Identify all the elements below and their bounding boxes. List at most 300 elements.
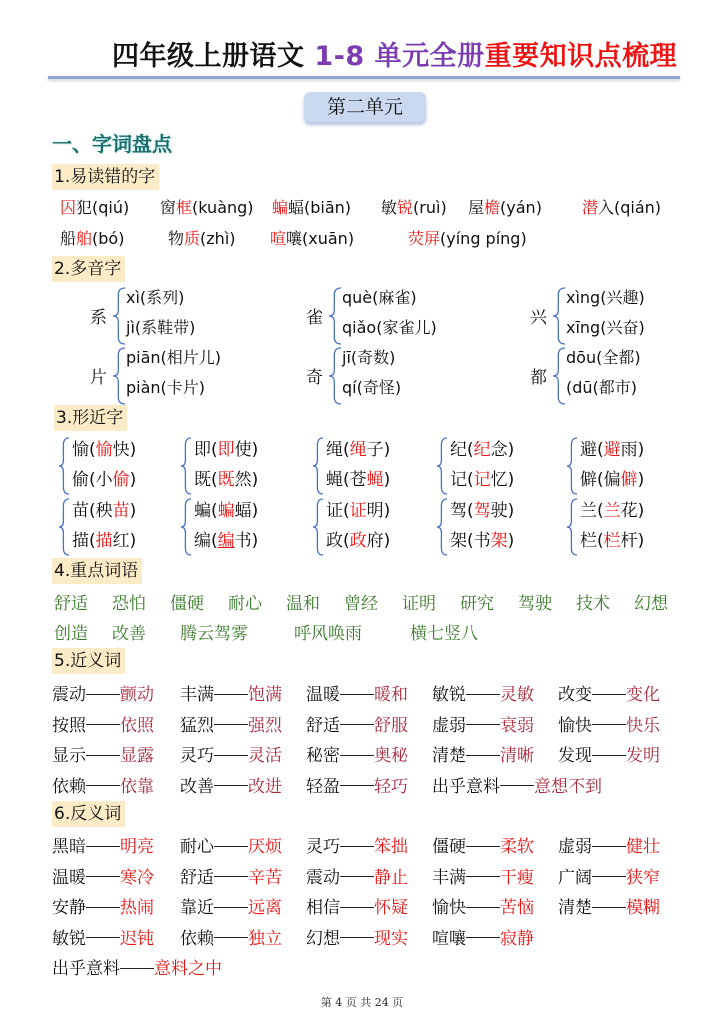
reading-2: xīng(兴奋) (566, 318, 645, 337)
reading-1: xì(系列) (126, 288, 185, 307)
reading-2: (dū(都市) (566, 378, 638, 397)
highlight-char: 政 (349, 531, 367, 551)
base-char: 偷(小 (72, 470, 113, 490)
similar-char-row (450, 526, 514, 551)
word: 舒适 (306, 715, 340, 736)
highlight-char: 记 (473, 470, 491, 490)
word-rest: 府) (366, 531, 391, 551)
similar-char-row (326, 435, 390, 460)
reading-2: piàn(卡片) (126, 378, 206, 397)
unit-badge: 第二单元 (304, 92, 426, 122)
word-char: 船 (60, 229, 77, 248)
base-char: 驾( (450, 501, 474, 521)
related-word: 静止 (374, 867, 408, 888)
word: 出乎意料 (432, 776, 500, 797)
subheading-polyphone: 2.多音字 (52, 256, 125, 282)
related-word: 暖和 (374, 685, 408, 705)
page-footer: 第 4 页 共 24 页 (320, 996, 404, 1009)
dash-divider (120, 968, 154, 969)
dash-divider (86, 907, 120, 908)
base-char: 避( (580, 440, 604, 460)
dash-divider (340, 907, 374, 908)
keyword: 舒适 (54, 594, 88, 614)
dash-divider (86, 785, 120, 786)
word-rest: 使) (234, 440, 259, 460)
related-word: 改进 (248, 776, 282, 797)
highlight-char: 既 (217, 470, 235, 490)
similar-char-row (194, 435, 258, 460)
word-rest: 忆) (490, 470, 515, 490)
synonym-pair (306, 680, 408, 705)
highlight-char: 僻 (620, 470, 638, 490)
antonym-pair (558, 863, 660, 888)
antonym-pair (52, 893, 154, 918)
title-divider (48, 76, 680, 79)
dash-divider (466, 876, 500, 877)
word-char: 物 (168, 229, 185, 248)
antonym-pair (52, 954, 222, 979)
misread-word (468, 195, 542, 218)
word: 猛烈 (180, 715, 214, 736)
highlight-char: 证 (349, 501, 367, 521)
base-char: 愉( (72, 440, 96, 460)
similar-char-row (194, 465, 258, 490)
highlight-char: 愉 (95, 440, 113, 460)
polyphone-char: 系 (90, 308, 107, 328)
misread-word (60, 226, 124, 249)
highlight-char: 蝇 (366, 470, 384, 490)
synonym-pair (180, 711, 282, 736)
dash-divider (214, 876, 248, 877)
related-word: 变化 (626, 685, 660, 705)
word: 秘密 (306, 746, 340, 766)
related-word: 笨拙 (374, 837, 408, 857)
related-word: 干瘦 (500, 867, 534, 888)
base-char: 编( (194, 531, 218, 551)
brace-icon (312, 498, 324, 556)
synonym-pair (180, 680, 282, 705)
antonym-pair (306, 863, 408, 888)
related-word: 依靠 (120, 776, 154, 797)
word: 震动 (306, 867, 340, 888)
keyword: 耐心 (228, 594, 262, 614)
word: 清楚 (558, 898, 592, 918)
related-word: 灵敏 (500, 685, 534, 705)
synonym-pair (432, 680, 534, 705)
word: 轻盈 (306, 776, 340, 797)
dash-divider (592, 755, 626, 756)
synonym-pair (558, 711, 660, 736)
antonym-pair (52, 832, 154, 857)
polyphone-char: 片 (90, 368, 107, 388)
similar-char-row (580, 465, 644, 490)
dash-divider (214, 694, 248, 695)
pinyin: (zhì) (200, 229, 236, 248)
similar-char-row (580, 496, 644, 521)
base-char: 即( (194, 440, 218, 460)
dash-divider (466, 907, 500, 908)
highlight-char: 编 (217, 531, 235, 551)
synonym-pair (558, 680, 660, 705)
antonym-pair (180, 863, 282, 888)
misread-word (270, 226, 354, 249)
subheading-similar-chars: 3.形近字 (54, 405, 127, 431)
dash-divider (214, 785, 248, 786)
dash-divider (214, 937, 248, 938)
keyword: 腾云驾雾 (180, 624, 248, 644)
synonym-pair (432, 772, 602, 797)
related-word: 衰弱 (500, 715, 534, 736)
pinyin: (yíng píng) (440, 229, 527, 248)
dash-divider (340, 755, 374, 756)
pinyin: 入(qián) (598, 198, 662, 217)
keyword: 曾经 (344, 594, 378, 614)
pinyin: (kuàng) (192, 198, 254, 217)
synonym-pair (432, 741, 534, 766)
polyphone-char: 兴 (530, 308, 547, 328)
related-word: 快乐 (626, 715, 660, 736)
antonym-pair (306, 832, 408, 857)
similar-char-row (72, 435, 136, 460)
pinyin: (yán) (500, 198, 542, 217)
synonym-pair (180, 772, 282, 797)
subheading-antonyms: 6.反义词 (52, 801, 125, 827)
dash-divider (340, 724, 374, 725)
subheading-misread: 1.易读错的字 (52, 164, 159, 190)
dash-divider (592, 876, 626, 877)
antonym-pair (180, 924, 282, 949)
dash-divider (500, 785, 534, 786)
polyphone-char: 奇 (306, 368, 323, 388)
keyword: 僵硬 (170, 594, 204, 614)
related-word: 独立 (248, 928, 282, 949)
highlight-char: 潜 (582, 198, 599, 217)
antonym-pair (432, 924, 534, 949)
antonym-pair (52, 924, 154, 949)
section-title: 一、字词盘点 (52, 132, 172, 156)
highlight-char: 苗 (112, 501, 130, 521)
base-char: 纪( (450, 440, 474, 460)
word: 灵巧 (180, 746, 214, 766)
dash-divider (86, 755, 120, 756)
related-word: 饱满 (248, 685, 282, 705)
dash-divider (592, 846, 626, 847)
reading-1: piān(相片儿) (126, 348, 222, 367)
highlight-char: 偷 (112, 470, 130, 490)
base-char: 苗(秧 (72, 501, 113, 521)
similar-char-row (326, 465, 390, 490)
base-char: 政( (326, 531, 350, 551)
brace-icon (552, 347, 566, 405)
related-word: 寂静 (500, 928, 534, 949)
synonym-pair (432, 711, 534, 736)
related-word: 颤动 (120, 685, 154, 705)
word-rest: 子) (366, 440, 391, 460)
word-rest: 蝠) (234, 501, 259, 521)
word-rest: ) (129, 501, 137, 521)
dash-divider (466, 937, 500, 938)
word: 黑暗 (52, 837, 86, 857)
title-part-summary: 重要知识点梳理 (484, 41, 678, 72)
related-word: 狭窄 (626, 867, 660, 888)
antonym-pair (432, 832, 534, 857)
synonym-pair (306, 741, 408, 766)
keyword: 温和 (286, 594, 320, 614)
word: 虚弱 (432, 715, 466, 736)
word-char: 屋 (468, 198, 485, 217)
related-word: 柔软 (500, 837, 534, 857)
word: 清楚 (432, 746, 466, 766)
word-char: 敏 (381, 198, 398, 217)
word: 震动 (52, 685, 86, 705)
keyword: 幻想 (634, 594, 668, 614)
word: 愉快 (432, 898, 466, 918)
subheading-synonyms: 5.近义词 (52, 648, 125, 674)
dash-divider (214, 755, 248, 756)
similar-char-row (72, 496, 136, 521)
dash-divider (214, 724, 248, 725)
related-word: 热闹 (120, 898, 154, 918)
pinyin: 蝠(biān) (288, 198, 352, 217)
misread-word (272, 195, 351, 218)
word-rest: 花) (620, 501, 645, 521)
word-rest: 雨) (620, 440, 645, 460)
similar-char-row (450, 465, 514, 490)
word: 喧嚷 (432, 928, 466, 949)
similar-char-row (326, 496, 390, 521)
polyphone-char: 都 (530, 368, 547, 388)
keyword: 技术 (576, 594, 610, 614)
word-rest: ) (383, 470, 391, 490)
synonym-pair (306, 711, 408, 736)
related-word: 灵活 (248, 746, 282, 766)
word-rest: 驶) (490, 501, 515, 521)
synonym-pair (52, 741, 154, 766)
brace-icon (112, 347, 126, 405)
related-word: 模糊 (626, 898, 660, 918)
word: 温暖 (306, 685, 340, 705)
synonym-pair (52, 680, 154, 705)
highlight-char: 囚 (60, 198, 77, 217)
word: 虚弱 (558, 837, 592, 857)
highlight-char: 兰 (603, 501, 621, 521)
word: 丰满 (180, 685, 214, 705)
misread-word (168, 226, 236, 249)
similar-char-row (450, 435, 514, 460)
antonym-pair (306, 924, 408, 949)
dash-divider (340, 785, 374, 786)
related-word: 依照 (120, 715, 154, 736)
highlight-char: 避 (603, 440, 621, 460)
keyword: 研究 (460, 594, 494, 614)
antonym-pair (180, 893, 282, 918)
word: 广阔 (558, 867, 592, 888)
title-part-units: 1-8 单元全册 (314, 41, 485, 72)
misread-word (408, 226, 527, 249)
base-char: 蝙( (194, 501, 218, 521)
similar-char-row (580, 435, 644, 460)
highlight-char: 锐 (397, 198, 414, 217)
brace-icon (436, 437, 448, 495)
pinyin: 犯(qiú) (76, 198, 130, 217)
synonym-pair (306, 772, 408, 797)
subheading-keywords: 4.重点词语 (52, 558, 142, 584)
brace-icon (180, 498, 192, 556)
highlight-char: 架 (490, 531, 508, 551)
related-word: 发明 (626, 746, 660, 766)
dash-divider (466, 694, 500, 695)
word-rest: ) (507, 531, 515, 551)
synonym-pair (558, 741, 660, 766)
base-char: 绳( (326, 440, 350, 460)
highlight-char: 蝙 (217, 501, 235, 521)
word-rest: ) (637, 470, 645, 490)
brace-icon (58, 498, 70, 556)
misread-word (381, 195, 447, 218)
word-rest: 书) (234, 531, 259, 551)
related-word: 迟钝 (120, 928, 154, 949)
dash-divider (86, 876, 120, 877)
related-word: 苦恼 (500, 898, 534, 918)
related-word: 意想不到 (534, 776, 602, 797)
base-char: 描( (72, 531, 96, 551)
reading-1: xìng(兴趣) (566, 288, 645, 307)
pinyin: (ruì) (413, 198, 447, 217)
brace-icon (328, 347, 342, 405)
dash-divider (466, 755, 500, 756)
highlight-char: 即 (217, 440, 235, 460)
dash-divider (340, 937, 374, 938)
word-rest: 然) (234, 470, 259, 490)
polyphone-char: 雀 (306, 308, 323, 328)
similar-char-row (580, 526, 644, 551)
related-word: 清晰 (500, 746, 534, 766)
word: 改善 (180, 776, 214, 797)
highlight-char: 栏 (603, 531, 621, 551)
word-rest: 杆) (620, 531, 645, 551)
related-word: 健壮 (626, 837, 660, 857)
related-word: 强烈 (248, 715, 282, 736)
related-word: 意料之中 (154, 959, 222, 979)
highlight-char: 喧 (270, 229, 287, 248)
pinyin: 嚷(xuān) (286, 229, 355, 248)
similar-char-row (72, 526, 136, 551)
word-rest: 快) (112, 440, 137, 460)
dash-divider (592, 694, 626, 695)
word-char: 窗 (160, 198, 177, 217)
related-word: 奥秘 (374, 746, 408, 766)
brace-icon (58, 437, 70, 495)
word: 靠近 (180, 898, 214, 918)
related-word: 现实 (374, 928, 408, 949)
dash-divider (214, 907, 248, 908)
highlight-char: 荧屏 (408, 229, 441, 248)
base-char: 僻(偏 (580, 470, 621, 490)
base-char: 记( (450, 470, 474, 490)
brace-icon (566, 437, 578, 495)
similar-char-row (194, 496, 258, 521)
highlight-char: 纪 (473, 440, 491, 460)
antonym-pair (432, 863, 534, 888)
brace-icon (328, 287, 342, 345)
word: 舒适 (180, 867, 214, 888)
dash-divider (340, 694, 374, 695)
antonym-pair (52, 863, 154, 888)
dash-divider (86, 937, 120, 938)
highlight-char: 舶 (76, 229, 93, 248)
reading-1: què(麻雀) (342, 288, 417, 307)
related-word: 轻巧 (374, 776, 408, 797)
brace-icon (112, 287, 126, 345)
dash-divider (214, 846, 248, 847)
word: 显示 (52, 746, 86, 766)
word: 敏锐 (52, 928, 86, 949)
highlight-char: 绳 (349, 440, 367, 460)
word: 敏锐 (432, 685, 466, 705)
highlight-char: 描 (95, 531, 113, 551)
word: 僵硬 (432, 837, 466, 857)
word: 发现 (558, 746, 592, 766)
word: 灵巧 (306, 837, 340, 857)
word: 耐心 (180, 837, 214, 857)
brace-icon (552, 287, 566, 345)
word: 幻想 (306, 928, 340, 949)
dash-divider (592, 907, 626, 908)
related-word: 显露 (120, 746, 154, 766)
keyword: 创造 (54, 624, 88, 644)
reading-1: dōu(全都) (566, 348, 641, 367)
keyword: 改善 (112, 624, 146, 644)
base-char: 兰( (580, 501, 604, 521)
related-word: 远离 (248, 898, 282, 918)
reading-2: qí(奇怪) (342, 378, 402, 397)
pinyin: (bó) (92, 229, 125, 248)
keyword: 证明 (402, 594, 436, 614)
antonym-pair (306, 893, 408, 918)
base-char: 证( (326, 501, 350, 521)
dash-divider (340, 876, 374, 877)
highlight-char: 檐 (484, 198, 501, 217)
word-rest: 念) (490, 440, 515, 460)
related-word: 明亮 (120, 837, 154, 857)
word: 依赖 (180, 928, 214, 949)
highlight-char: 框 (176, 198, 193, 217)
brace-icon (436, 498, 448, 556)
antonym-pair (180, 832, 282, 857)
misread-word (60, 195, 129, 218)
reading-2: jì(系鞋带) (126, 318, 196, 337)
base-char: 蝇(苍 (326, 470, 367, 490)
misread-word (582, 195, 661, 218)
keyword: 横七竖八 (410, 624, 478, 644)
dash-divider (466, 724, 500, 725)
related-word: 舒服 (374, 715, 408, 736)
word: 丰满 (432, 867, 466, 888)
synonym-pair (180, 741, 282, 766)
dash-divider (340, 846, 374, 847)
antonym-pair (432, 893, 534, 918)
misread-word (160, 195, 254, 218)
keyword: 呼风唤雨 (294, 624, 362, 644)
antonym-pair (558, 893, 660, 918)
related-word: 厌烦 (248, 837, 282, 857)
brace-icon (566, 498, 578, 556)
synonym-pair (52, 772, 154, 797)
brace-icon (180, 437, 192, 495)
title-part-grade: 四年级上册语文 (112, 41, 315, 72)
similar-char-row (194, 526, 258, 551)
related-word: 怀疑 (374, 898, 408, 918)
